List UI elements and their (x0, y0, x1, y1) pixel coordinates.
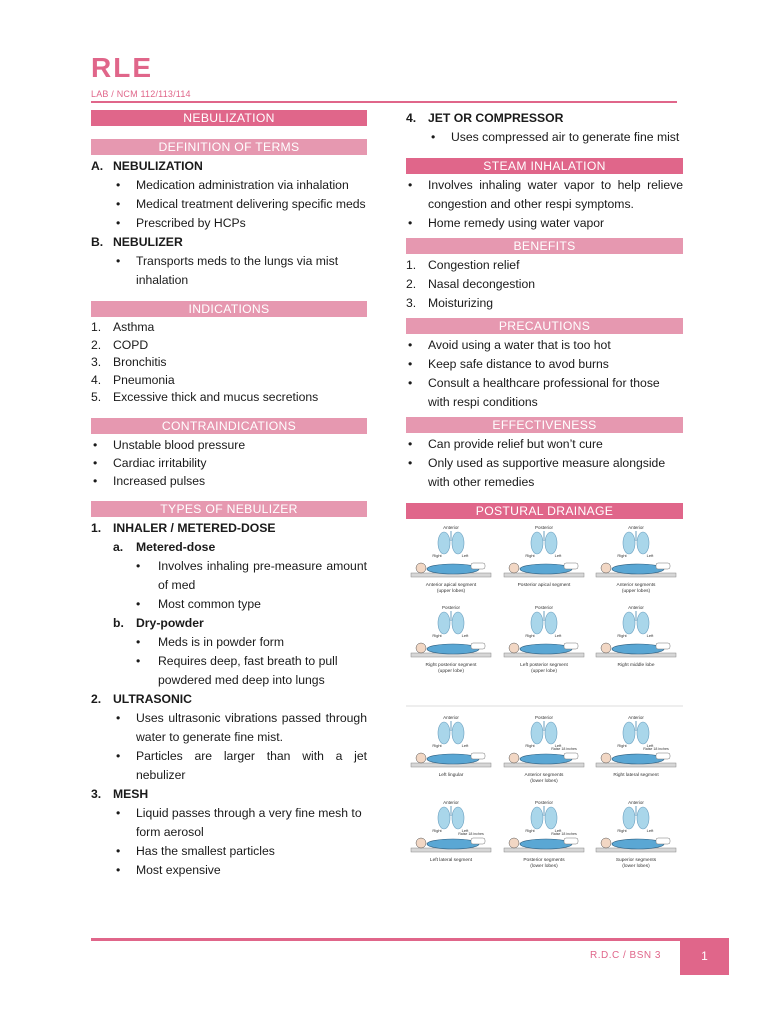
page-title: RLE (91, 52, 153, 83)
patient-head-shape (416, 563, 426, 573)
pillow-shape (656, 838, 670, 844)
list-item: • Meds is in powder form (136, 634, 284, 649)
term-b: B. NEBULIZER (91, 235, 183, 249)
type-4-title: 4. JET OR COMPRESSOR (406, 111, 564, 125)
list-item: • Keep safe distance to avod burns (408, 357, 609, 371)
list-item: 1. Congestion relief (406, 258, 520, 272)
lung-view-label: Anterior (443, 715, 459, 720)
section-header-indications: INDICATIONS (91, 301, 367, 317)
list-item: • Most expensive (116, 862, 221, 877)
list-item: • Has the smallest particles (116, 843, 275, 858)
list-item: • Medication administration via inhalation (116, 178, 349, 192)
lung-view-label: Posterior (534, 525, 554, 530)
lung-right-shape (545, 532, 557, 554)
side-label-left: Left (554, 553, 562, 558)
side-label-right: Right (617, 633, 627, 638)
section-header-effectiveness: EFFECTIVENESS (406, 417, 683, 433)
term-a: A. NEBULIZATION (91, 159, 203, 173)
patient-head-shape (509, 838, 519, 848)
side-label-right: Right (432, 828, 442, 833)
type-2-title: 2. ULTRASONIC (91, 691, 192, 706)
list-item: • Can provide relief but won’t cure (408, 437, 603, 451)
pillow-shape (564, 838, 578, 844)
panel-caption: Posterior apical segment (517, 583, 571, 588)
lung-right-shape (637, 807, 649, 829)
list-item: • Uses ultrasonic vibrations passed through water to generate fine mist. (116, 710, 367, 744)
panel-caption: Anterior segments (616, 583, 656, 588)
list-item: 2. COPD (91, 337, 149, 352)
lung-right-shape (637, 532, 649, 554)
side-label-left: Left (461, 828, 469, 833)
side-label-right: Right (525, 743, 535, 748)
panel-caption-sub: (upper lobe) (531, 669, 557, 674)
lung-right-shape (452, 612, 464, 634)
pillow-shape (471, 838, 485, 844)
postural-drainage-figure (406, 521, 683, 869)
section-header-benefits: BENEFITS (406, 238, 683, 254)
list-item: 3. Bronchitis (91, 355, 167, 369)
section-header-definition: DEFINITION OF TERMS (91, 139, 367, 155)
side-label-right: Right (432, 633, 442, 638)
lung-right-shape (637, 612, 649, 634)
lung-left-shape (623, 807, 635, 829)
course-subtitle: LAB / NCM 112/113/114 (91, 89, 191, 99)
list-item: • Liquid passes through a very fine mesh to form aerosol (116, 805, 362, 839)
lung-right-shape (545, 612, 557, 634)
side-label-left: Left (646, 633, 654, 638)
panel-caption: Right lateral segment (613, 773, 659, 778)
type-1b-title: b. Dry-powder (113, 615, 204, 630)
section-header-contraindications: CONTRAINDICATIONS (91, 418, 367, 434)
side-label-left: Left (646, 743, 654, 748)
lung-left-shape (623, 722, 635, 744)
list-item: • Requires deep, fast breath to pull powdered med deep into lungs (136, 653, 338, 687)
list-item: 5. Excessive thick and mucus secretions (91, 390, 319, 404)
list-item: • Consult a healthcare professional for those with respi conditions (408, 376, 660, 409)
lung-right-shape (452, 532, 464, 554)
panel-caption-sub: (lower lobes) (530, 779, 558, 784)
lung-left-shape (531, 722, 543, 744)
lung-view-label: Posterior (534, 605, 554, 610)
raise-label: Raise 18 inches (551, 832, 577, 836)
list-item: 4. Pneumonia (91, 372, 175, 387)
list-item: • Prescribed by HCPs (116, 216, 246, 230)
raise-label: Raise 18 inches (458, 832, 484, 836)
list-item: • Increased pulses (93, 473, 206, 488)
patient-head-shape (601, 838, 611, 848)
side-label-left: Left (554, 828, 562, 833)
raise-label: Raise 18 inches (551, 747, 577, 751)
patient-head-shape (601, 643, 611, 653)
lung-right-shape (545, 807, 557, 829)
side-label-left: Left (461, 633, 469, 638)
type-1-title: 1. INHALER / METERED-DOSE (91, 520, 276, 535)
pillow-shape (564, 753, 578, 759)
lung-left-shape (438, 532, 450, 554)
section-header-steam: STEAM INHALATION (406, 158, 683, 174)
section-header-types: TYPES OF NEBULIZER (91, 501, 367, 517)
side-label-right: Right (617, 743, 627, 748)
right-column (406, 110, 683, 869)
panel-caption-sub: (upper lobe) (438, 669, 464, 674)
panel-caption: Superior segments (615, 858, 657, 863)
page-number: 1 (680, 938, 729, 975)
lung-view-label: Anterior (628, 605, 644, 610)
panel-caption-sub: (lower lobes) (622, 864, 650, 869)
patient-head-shape (509, 643, 519, 653)
panel-caption: Right posterior segment (425, 663, 477, 668)
side-label-right: Right (525, 553, 535, 558)
patient-head-shape (416, 753, 426, 763)
lung-right-shape (452, 722, 464, 744)
panel-caption-sub: (lower lobes) (530, 864, 558, 869)
list-item: 1. Asthma (91, 320, 155, 334)
side-label-right: Right (617, 828, 627, 833)
list-item: • Only used as supportive measure alongside with other remedies (408, 456, 666, 489)
lung-view-label: Posterior (441, 605, 461, 610)
side-label-left: Left (461, 553, 469, 558)
list-item: • Most common type (136, 596, 261, 611)
panel-caption: Anterior segments (524, 773, 564, 778)
patient-head-shape (601, 753, 611, 763)
lung-view-label: Posterior (534, 715, 554, 720)
panel-caption: Posterior segments (523, 858, 565, 863)
panel-caption: Anterior apical segment (425, 583, 477, 588)
section-header-postural-drainage: POSTURAL DRAINAGE (406, 503, 683, 519)
patient-head-shape (416, 643, 426, 653)
pillow-shape (656, 563, 670, 569)
list-item: • Uses compressed air to generate fine mist (431, 130, 680, 144)
section-header-precautions: PRECAUTIONS (406, 318, 683, 334)
list-item: • Particles are larger than with a jet nebulizer (116, 748, 367, 782)
patient-head-shape (509, 563, 519, 573)
lung-right-shape (452, 807, 464, 829)
lung-left-shape (623, 612, 635, 634)
panel-caption: Left lingular (438, 773, 464, 778)
pillow-shape (656, 753, 670, 759)
postural-drainage-illustration (406, 521, 683, 869)
panel-caption: Left lateral segment (429, 858, 473, 863)
side-label-right: Right (525, 828, 535, 833)
lung-view-label: Anterior (628, 800, 644, 805)
pillow-shape (656, 643, 670, 649)
side-label-left: Left (646, 828, 654, 833)
lung-view-label: Anterior (443, 800, 459, 805)
lung-view-label: Anterior (628, 525, 644, 530)
list-item: • Transports meds to the lungs via mist inhalation (116, 254, 339, 287)
list-item: • Cardiac irritability (93, 455, 207, 470)
list-item: 3. Moisturizing (406, 296, 494, 310)
list-item: • Unstable blood pressure (93, 437, 246, 452)
lung-left-shape (438, 612, 450, 634)
lung-left-shape (438, 807, 450, 829)
list-item: • Involves inhaling pre-measure amount of med (136, 558, 367, 592)
lung-left-shape (531, 807, 543, 829)
panel-caption: Left posterior segment (520, 663, 568, 668)
patient-head-shape (601, 563, 611, 573)
side-label-right: Right (432, 743, 442, 748)
patient-head-shape (509, 753, 519, 763)
side-label-right: Right (432, 553, 442, 558)
lung-view-label: Anterior (628, 715, 644, 720)
pillow-shape (564, 563, 578, 569)
lung-view-label: Posterior (534, 800, 554, 805)
footer-author: R.D.C / BSN 3 (590, 950, 661, 961)
panel-caption-sub: (upper lobes) (436, 589, 466, 594)
lung-left-shape (623, 532, 635, 554)
type-1a-title: a. Metered-dose (113, 539, 216, 554)
footer-divider (91, 938, 681, 941)
side-label-left: Left (461, 743, 469, 748)
lung-left-shape (438, 722, 450, 744)
section-header-nebulization: NEBULIZATION (91, 110, 367, 126)
panel-caption-sub: (upper lobes) (621, 589, 651, 594)
pillow-shape (564, 643, 578, 649)
list-item: • Involves inhaling water vapor to help relieve congestion and other respi symptoms. (408, 178, 683, 211)
side-label-left: Left (554, 633, 562, 638)
list-item: • Avoid using a water that is too hot (408, 338, 611, 352)
pillow-shape (471, 563, 485, 569)
side-label-left: Left (646, 553, 654, 558)
side-label-left: Left (554, 743, 562, 748)
lung-right-shape (545, 722, 557, 744)
patient-head-shape (416, 838, 426, 848)
raise-label: Raise 18 inches (643, 747, 669, 751)
side-label-right: Right (525, 633, 535, 638)
pillow-shape (471, 643, 485, 649)
list-item: • Medical treatment delivering specific meds (116, 197, 366, 211)
pillow-shape (471, 753, 485, 759)
list-item: • Home remedy using water vapor (408, 216, 605, 230)
header-divider (91, 101, 677, 103)
lung-view-label: Anterior (443, 525, 459, 530)
lung-left-shape (531, 532, 543, 554)
type-3-title: 3. MESH (91, 786, 149, 801)
side-label-right: Right (617, 553, 627, 558)
lung-left-shape (531, 612, 543, 634)
left-column (91, 110, 367, 880)
panel-caption: Right middle lobe (617, 663, 655, 668)
list-item: 2. Nasal decongestion (406, 277, 536, 291)
lung-right-shape (637, 722, 649, 744)
